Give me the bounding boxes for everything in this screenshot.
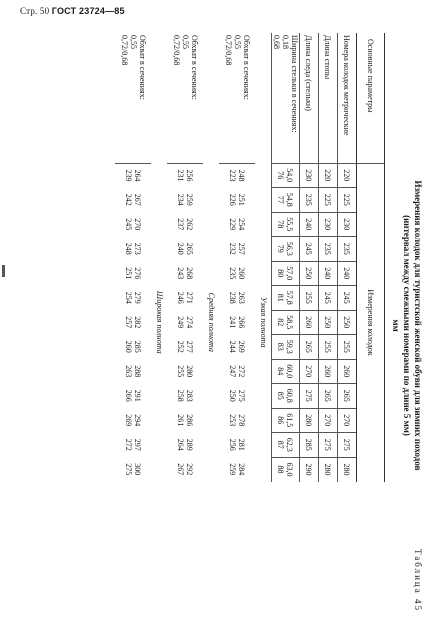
table-cell: 260 [300,310,319,335]
table-cell-pair [116,261,152,286]
table-cell-pair [272,261,300,286]
row-label-main: Обхват в сечениях: [242,35,251,100]
cell-value: 82 [276,318,286,327]
cell-value: 272 [124,438,134,451]
table-cell: 240 [300,212,319,237]
cell-value: 254 [237,218,247,231]
title-line-2: (интервал между смежными номерами по длине 5 мм) [402,215,412,436]
row-label: Длина стопы [319,33,338,163]
table-cell: 275 [300,384,319,409]
cell-value: 249 [176,316,186,329]
cell-value: 283 [185,389,195,402]
rotated-table-page [23,33,427,618]
cell-value: 263 [237,291,247,304]
table-cell-pair [168,359,204,384]
cell-value: 80 [276,269,286,278]
cell-value: 58,5 [285,315,295,330]
cell-value: 259 [185,193,195,206]
section-row [204,33,220,482]
margin-mark [2,265,5,277]
table-cell-pair [272,457,300,482]
table-cell-pair [272,163,300,188]
table-cell: 250 [338,310,357,335]
section-title: Средняя полнота [207,292,216,352]
table-cell-pair [220,237,256,262]
table-cell: 240 [319,261,338,286]
row-label-sub: 0,55 [181,35,190,49]
cell-value: 267 [133,193,143,206]
standard-code: ГОСТ 23724—85 [51,6,125,16]
table-cell-pair [272,408,300,433]
table-cell-pair [272,286,300,311]
cell-value: 79 [276,244,286,253]
section-spacer [256,33,272,163]
table-cell: 220 [338,163,357,188]
cell-value: 274 [185,316,195,329]
table-cell-pair [168,212,204,237]
table-cell: 275 [338,433,357,458]
cell-value: 269 [237,340,247,353]
cell-value: 85 [276,391,286,400]
cell-value: 251 [237,193,247,206]
cell-value: 263 [124,365,134,378]
section-row [256,33,272,482]
table-cell-pair [168,408,204,433]
table-cell: 270 [300,359,319,384]
cell-value: 87 [276,440,286,449]
cell-value: 272 [237,365,247,378]
table-cell-pair [272,359,300,384]
cell-value: 261 [176,414,186,427]
table-cell-pair [116,384,152,409]
cell-value: 78 [276,220,286,229]
cell-value: 254 [124,291,134,304]
cell-value: 54,8 [285,192,295,207]
table-number: Таблица 45 [413,549,423,612]
cell-value: 266 [124,389,134,402]
cell-value: 264 [133,169,143,182]
table-cell-pair [168,188,204,213]
table-cell-pair [220,335,256,360]
table-cell: 235 [319,237,338,262]
cell-value: 223 [228,169,238,182]
cell-value: 270 [133,218,143,231]
cell-value: 281 [237,438,247,451]
table-cell: 265 [300,335,319,360]
table-cell: 235 [300,188,319,213]
page-number: Стр. 50 [20,6,50,16]
cell-value: 57,0 [285,266,295,281]
cell-value: 260 [237,267,247,280]
table-cell: 245 [319,286,338,311]
title-line-1: Измерения колодок для туристской женской обуви для зимних походов [413,180,423,471]
cell-value: 285 [133,340,143,353]
cell-value: 267 [176,463,186,476]
table-cell-pair [168,237,204,262]
cell-value: 246 [176,291,186,304]
header-measurements: Измерения колодок [357,163,385,482]
cell-value: 278 [237,414,247,427]
table-cell-pair [272,335,300,360]
cell-value: 62,3 [285,437,295,452]
cell-value: 77 [276,195,286,204]
cell-value: 275 [124,463,134,476]
cell-value: 275 [237,389,247,402]
table-cell: 280 [319,457,338,482]
cell-value: 280 [185,365,195,378]
table-cell: 280 [338,457,357,482]
table-cell-pair [220,163,256,188]
table-cell-pair [116,359,152,384]
section-spacer [204,33,220,163]
cell-value: 81 [276,293,286,302]
table-cell: 280 [300,408,319,433]
table-row-girth [220,33,256,482]
table-cell-pair [220,384,256,409]
cell-value: 88 [276,465,286,474]
cell-value: 286 [185,414,195,427]
table-cell-pair [272,433,300,458]
cell-value: 258 [176,389,186,402]
cell-value: 266 [237,316,247,329]
cell-value: 260 [124,340,134,353]
table-cell: 235 [338,237,357,262]
table-cell: 260 [338,359,357,384]
table-cell: 255 [300,286,319,311]
table-cell-pair [272,237,300,262]
table-cell-pair [116,188,152,213]
row-label-sub: 0,55 [233,35,242,49]
table-cell: 225 [338,188,357,213]
cell-value: 61,5 [285,413,295,428]
row-label-main: Ширина стельки в сечениях: [290,35,299,133]
table-cell-pair [220,433,256,458]
table-cell-pair [116,212,152,237]
cell-value: 257 [124,316,134,329]
table-cell-pair [168,335,204,360]
table-cell: 270 [319,408,338,433]
row-label-main: Обхват в сечениях: [138,35,147,100]
cell-value: 255 [176,365,186,378]
table-row-width [272,33,300,482]
cell-value: 243 [176,267,186,280]
cell-value: 84 [276,367,286,376]
table-cell-pair [116,310,152,335]
section-title: Узкая полнота [258,297,268,348]
table-cell-pair [168,433,204,458]
cell-value: 238 [228,291,238,304]
table-cell: 250 [300,261,319,286]
cell-value: 83 [276,342,286,351]
table-cell-pair [220,261,256,286]
table-cell: 225 [319,188,338,213]
table-cell: 255 [338,335,357,360]
cell-value: 60,8 [285,388,295,403]
cell-value: 256 [185,169,195,182]
cell-value: 276 [133,267,143,280]
cell-value: 63,0 [285,462,295,477]
cell-value: 242 [124,193,134,206]
cell-value: 271 [185,291,195,304]
table-cell: 285 [300,433,319,458]
row-label [272,33,300,163]
cell-value: 229 [228,218,238,231]
cell-value: 247 [228,365,238,378]
cell-value: 279 [133,291,143,304]
section-title: Широкая полнота [155,290,164,354]
table-cell: 220 [319,163,338,188]
cell-value: 251 [124,267,134,280]
cell-value: 60,0 [285,364,295,379]
cell-value: 59,3 [285,339,295,354]
table-cell: 240 [338,261,357,286]
table-cell: 290 [300,457,319,482]
header-row [357,33,385,482]
table-cell-pair [272,212,300,237]
table-cell-pair [116,237,152,262]
table-row-girth [168,33,204,482]
section-row [152,33,168,482]
row-label-sub: 0,72/0,68 [172,35,181,66]
table-cell-pair [116,335,152,360]
table-cell-pair [272,188,300,213]
row-label [168,33,204,163]
table-cell: 265 [338,384,357,409]
title-unit: мм [391,319,401,332]
cell-value: 234 [176,193,186,206]
cell-value: 250 [228,389,238,402]
table-cell-pair [220,310,256,335]
table-cell: 255 [319,335,338,360]
cell-value: 268 [185,267,195,280]
table-cell-pair [220,188,256,213]
page-header [20,6,125,16]
table-row-girth [116,33,152,482]
cell-value: 269 [124,414,134,427]
table-cell-pair [220,212,256,237]
section-spacer [152,33,168,163]
cell-value: 264 [176,438,186,451]
row-label-sub: 0,72/0,68 [224,35,233,66]
row-label-sub: 0,55 [129,35,138,49]
cell-value: 289 [185,438,195,451]
table-cell: 260 [319,359,338,384]
table-cell-pair [168,261,204,286]
cell-value: 291 [133,389,143,402]
measurement-table [116,33,386,482]
row-label: Длина следа (стельки) [300,33,319,163]
table-cell: 250 [319,310,338,335]
table-row [338,33,357,482]
cell-value: 292 [185,463,195,476]
row-label-sub: 0,72/0,68 [120,35,129,66]
cell-value: 277 [185,340,195,353]
table-cell-pair [116,286,152,311]
cell-value: 232 [228,242,238,255]
cell-value: 244 [228,340,238,353]
cell-value: 235 [228,267,238,280]
cell-value: 248 [124,242,134,255]
table-cell-pair [116,433,152,458]
cell-value: 257 [237,242,247,255]
table-cell-pair [116,457,152,482]
table-cell-pair [168,163,204,188]
cell-value: 55,5 [285,217,295,232]
cell-value: 86 [276,416,286,425]
table-cell: 265 [319,384,338,409]
cell-value: 248 [237,169,247,182]
table-cell-pair [168,457,204,482]
table-cell-pair [220,286,256,311]
table-cell: 245 [300,237,319,262]
table-cell-pair [272,310,300,335]
table-cell-pair [220,408,256,433]
table-row [319,33,338,482]
cell-value: 76 [276,171,286,180]
table-cell-pair [116,408,152,433]
table-cell: 275 [319,433,338,458]
cell-value: 252 [176,340,186,353]
cell-value: 241 [228,316,238,329]
header-main-params: Основные параметры [357,33,385,163]
table-cell-pair [220,457,256,482]
cell-value: 282 [133,316,143,329]
row-label-main: Обхват в сечениях: [190,35,199,100]
cell-value: 262 [185,218,195,231]
table-cell: 230 [300,163,319,188]
cell-value: 265 [185,242,195,255]
table-cell-pair [168,286,204,311]
table-cell-pair [168,384,204,409]
table-cell-pair [272,384,300,409]
cell-value: 294 [133,414,143,427]
cell-value: 226 [228,193,238,206]
cell-value: 239 [124,169,134,182]
cell-value: 256 [228,438,238,451]
table-cell: 245 [338,286,357,311]
cell-value: 54,0 [285,168,295,183]
cell-value: 56,3 [285,241,295,256]
cell-value: 300 [133,463,143,476]
table-title [390,33,423,618]
table-cell-pair [116,163,152,188]
table-cell-pair [220,359,256,384]
cell-value: 237 [176,218,186,231]
row-label-sub: 0,68 [272,35,281,49]
cell-value: 259 [228,463,238,476]
cell-value: 231 [176,169,186,182]
row-label: Номера колодок метрические [338,33,357,163]
cell-value: 273 [133,242,143,255]
table-row [300,33,319,482]
row-label [116,33,152,163]
cell-value: 245 [124,218,134,231]
cell-value: 57,8 [285,290,295,305]
cell-value: 288 [133,365,143,378]
cell-value: 284 [237,463,247,476]
table-cell: 230 [338,212,357,237]
table-cell-pair [168,310,204,335]
cell-value: 297 [133,438,143,451]
row-label-sub: 0,18 [281,35,290,49]
table-cell: 230 [319,212,338,237]
table-cell: 270 [338,408,357,433]
row-label [220,33,256,163]
cell-value: 253 [228,414,238,427]
cell-value: 240 [176,242,186,255]
